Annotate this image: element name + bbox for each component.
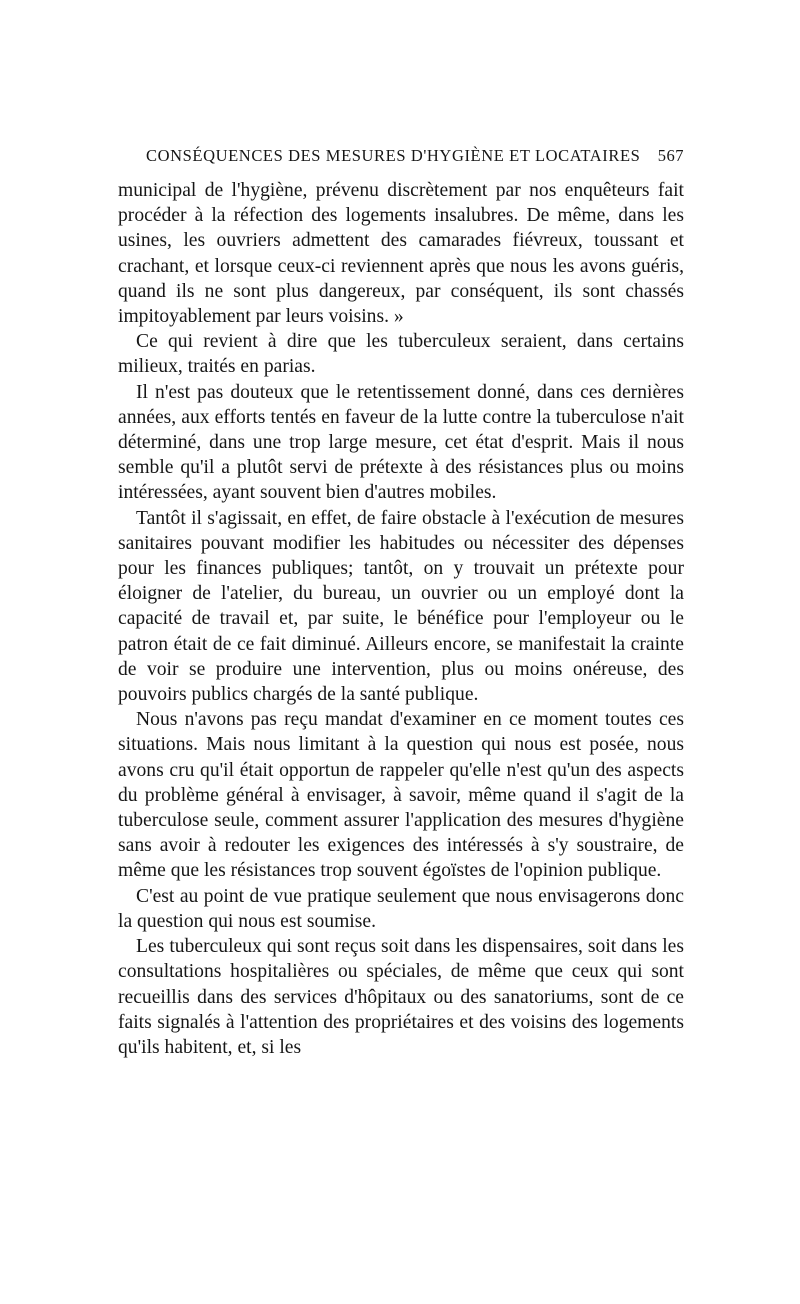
paragraph: Les tuberculeux qui sont reçus soit dans les dispensaires, soit dans les consultations hospitalières ou spéciales, de même que ceux qui sont recueillis dans des services d'hôpitaux ou des sanatoriums, sont de ce faits signalés à l'attention des propriétaires et des voisins des logements qu'ils habitent, et, si les <box>118 936 684 1058</box>
paragraph: C'est au point de vue pratique seulement que nous envisagerons donc la question qui nous est soumise. <box>118 885 684 932</box>
paragraph: Nous n'avons pas reçu mandat d'examiner en ce moment toutes ces situations. Mais nous limitant à la question qui nous est posée, nous avons cru qu'il était opportun de rappeler qu'elle n'est qu'un des aspects du problème général à envisager, à savoir, même quand il s'agit de la tuberculose seule, comment assurer l'application des mesures d'hygiène sans avoir à redouter les exigences des intéressés à s'y soustraire, de même que les résistances trop souvent égoïstes de l'opinion publique. <box>118 709 684 882</box>
paragraph: Il n'est pas douteux que le retentissement donné, dans ces dernières années, aux efforts tentés en faveur de la lutte contre la tuberculose n'ait déterminé, dans une trop large mesure, cet état d'esprit. Mais il nous semble qu'il a plutôt servi de prétexte à des résistances plus ou moins intéressées, ayant souvent bien d'autres mobiles. <box>118 381 684 504</box>
running-header <box>118 146 684 166</box>
paragraph-continuation: municipal de l'hygiène, prévenu discrètement par nos enquêteurs fait procéder à la réfection des logements insalubres. De même, dans les usines, les ouvriers admettent des camarades fiévreux, toussant et crachant, et lorsque ceux-ci reviennent après que nous les avons guéris, quand ils ne sont plus dangereux, par conséquent, ils sont chassés impitoyablement par leurs voisins. » <box>118 180 684 328</box>
running-title: CONSÉQUENCES DES MESURES D'HYGIÈNE ET LOCATAIRES <box>146 146 641 165</box>
paragraph: Ce qui revient à dire que les tuberculeux seraient, dans certains milieux, traités en parias. <box>118 331 684 378</box>
paragraph: Tantôt il s'agissait, en effet, de faire obstacle à l'exécution de mesures sanitaires pouvant modifier les habitudes ou nécessiter des dépenses pour les finances publiques; tantôt, on y trouvait un prétexte pour éloigner de l'atelier, du bureau, un ouvrier ou un employé dont la capacité de travail et, par suite, le bénéfice pour l'employeur ou le patron était de ce fait diminué. Ailleurs encore, se manifestait la crainte de voir se produire une intervention, plus ou moins onéreuse, des pouvoirs publics chargés de la santé publique. <box>118 507 684 706</box>
body-text <box>118 178 684 1060</box>
page-number: 567 <box>657 146 684 165</box>
book-page <box>118 146 684 1060</box>
